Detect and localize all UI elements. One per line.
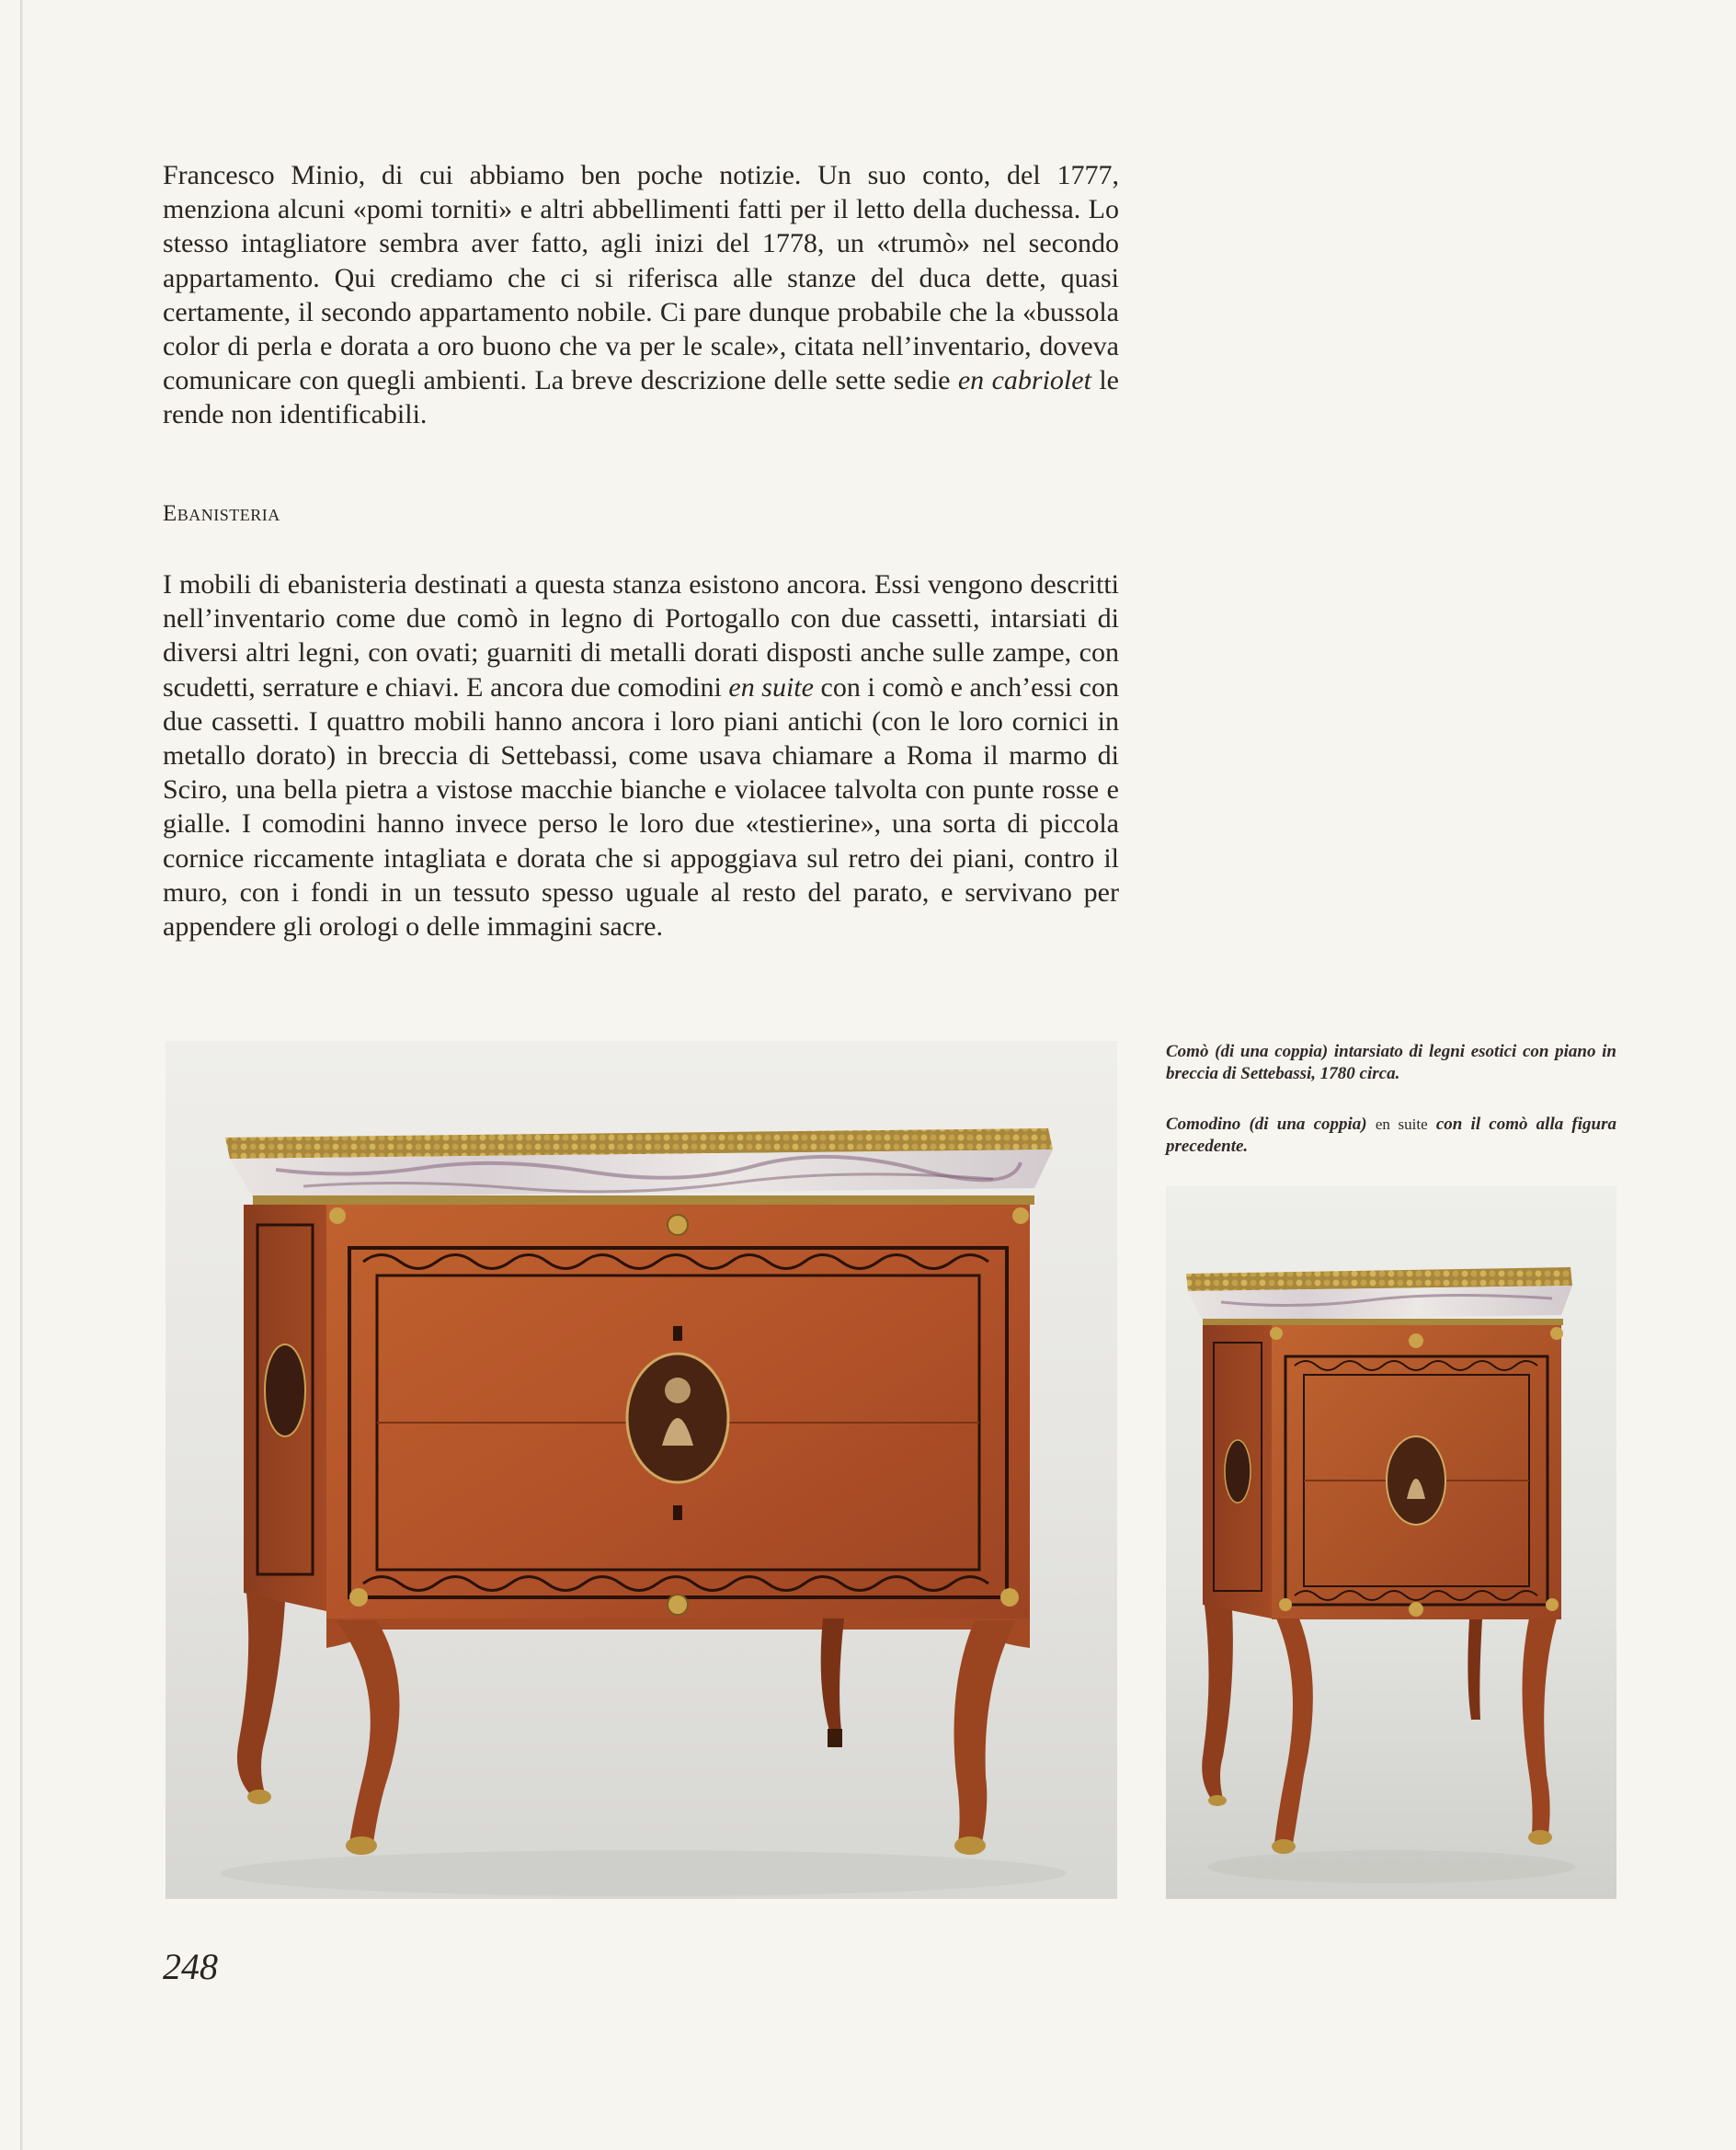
commode-photograph [166, 1041, 1117, 1899]
paragraph-1-text [163, 158, 1119, 432]
page-binding-edge [20, 0, 23, 2150]
figure-caption-1: Comò (di una coppia) intarsiato di legni esotici con piano in breccia di Settebassi, 1780 circa. [1166, 1042, 1616, 1083]
caption-2-run-1: Comodino (di una coppia) [1166, 1115, 1376, 1134]
caption-2-run-3: con il comò alla figura precedente. [1166, 1115, 1616, 1156]
section-heading: Ebanisteria [163, 501, 280, 526]
body-paragraph-1 [163, 158, 1119, 432]
paragraph-2-run-3: con i comò e anch’essi con due cassetti. I quattro mobili hanno ancora i loro piani antichi (con le loro cornici in metallo dorato) in breccia di Settebassi, come usava chiamare a Roma il marmo di Sciro, una bella pietra a vistose macchie bianche e violacee talvolta con punte rosse e gialle. I comodini hanno invece perso le loro due «testierine», una sorta di piccola cornice riccamente intagliata e dorata che si appoggiava sul retro dei piani, contro il muro, con i fondi in un tessuto spesso uguale al resto del parato, e servivano per appendere gli orologi o delle immagini sacre. [163, 671, 1119, 943]
page-number: 248 [163, 1946, 218, 1987]
commode-illustration [166, 1041, 1117, 1899]
paragraph-1-italic-run: en cabriolet [957, 365, 1091, 396]
comodino-photograph [1166, 1186, 1616, 1899]
caption-2-italic-run: en suite [1375, 1115, 1428, 1133]
paragraph-1-run-3: le rende non identificabili. [163, 365, 1119, 430]
paragraph-1-run-1: Francesco Minio, di cui abbiamo ben poche notizie. Un suo conto, del 1777, menziona alcuni «pomi torniti» e altri abbellimenti fatti per il letto della duchessa. Lo stesso intagliatore sembra aver fatto, agli inizi del 1778, un «trumò» nel secondo appartamento. Qui crediamo che ci si riferisca alle stanze del duca dette, quasi certamente, il secondo appartamento nobile. Ci pare dunque probabile che la «bussola color di perla e dorata a oro buono che va per le scale», citata nell’inventario, doveva comunicare con quegli ambienti. La breve descrizione delle sette sedie [163, 160, 1119, 396]
comodino-illustration [1166, 1186, 1616, 1899]
paragraph-2-text [163, 567, 1119, 943]
paragraph-2-italic-run: en suite [728, 671, 814, 703]
paragraph-2-run-1: I mobili di ebanisteria destinati a questa stanza esistono ancora. Essi vengono descritti nell’inventario come due comò in legno di Portogallo con due cassetti, intarsiati di diversi altri legni, con ovati; guarniti di metalli dorati disposti anche sulle zampe, con scudetti, serrature e chiavi. E ancora due comodini [163, 569, 1119, 703]
figure-caption-2 [1166, 1114, 1616, 1158]
body-paragraph-2 [163, 567, 1119, 943]
